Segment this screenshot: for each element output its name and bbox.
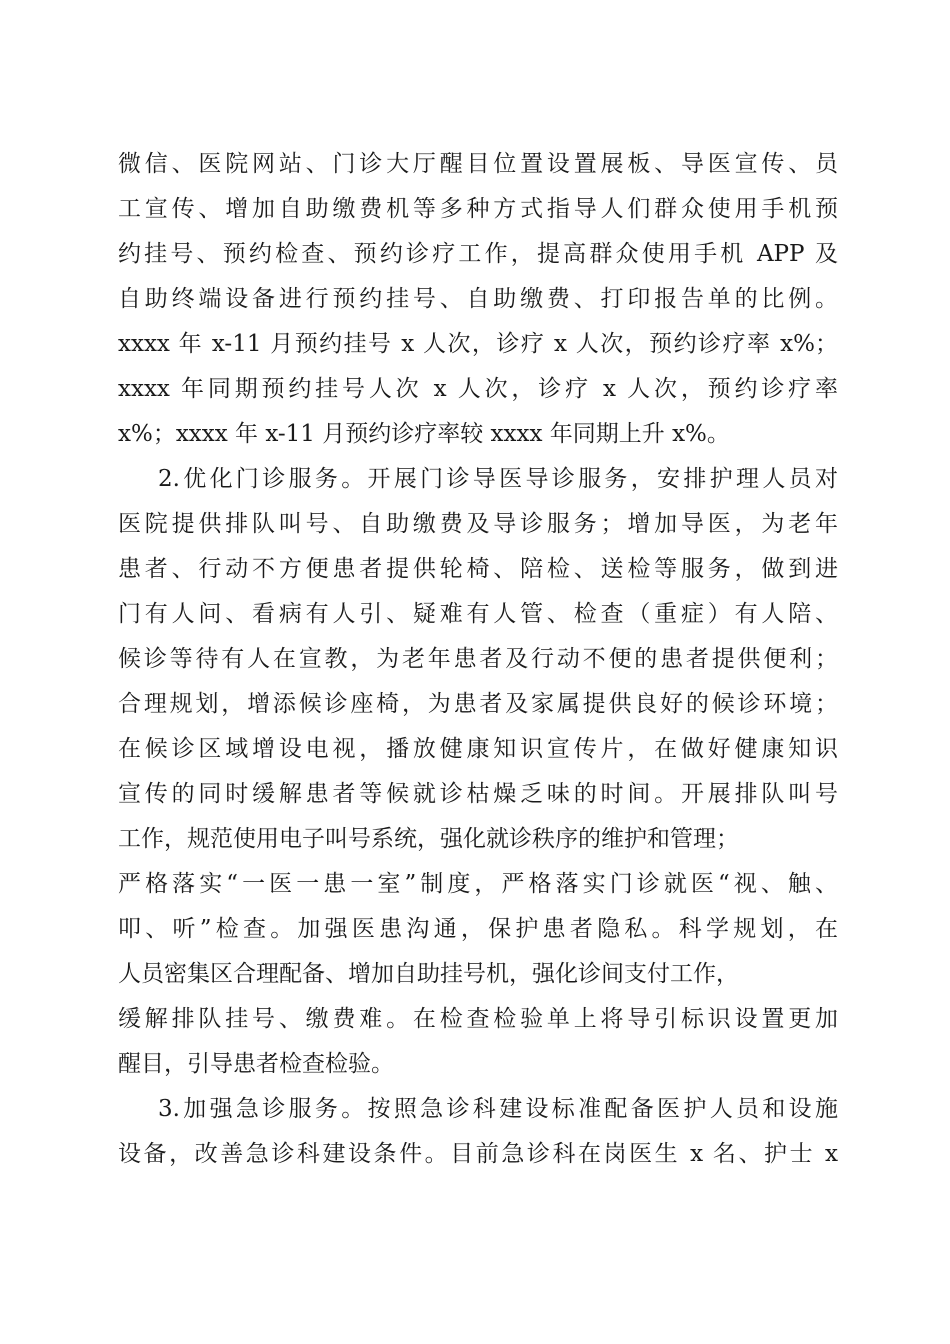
text-line: 医院提供排队叫号、自助缴费及导诊服务；增加导医，为老年 [118, 511, 838, 537]
text-line: 缓解排队挂号、缴费难。在检查检验单上将导引标识设置更加 [118, 1006, 838, 1032]
text-line: 候诊等待有人在宣教，为老年患者及行动不便的患者提供便利； [118, 646, 838, 672]
text-line: 微信、医院网站、门诊大厅醒目位置设置展板、导医宣传、员 [118, 151, 838, 177]
text-line: 患者、行动不方便患者提供轮椅、陪检、送检等服务，做到进 [118, 556, 838, 582]
paragraph-first-line: 3.加强急诊服务。按照急诊科建设标准配备医护人员和设施 [158, 1096, 838, 1122]
text-line: 人员密集区合理配备、增加自助挂号机，强化诊间支付工作， [118, 961, 739, 987]
text-line: x%；xxxx 年 x-11 月预约诊疗率较 xxxx 年同期上升 x%。 [118, 421, 730, 447]
paragraph-first-line: 2.优化门诊服务。开展门诊导医导诊服务，安排护理人员对 [158, 466, 838, 492]
text-line: 设备，改善急诊科建设条件。目前急诊科在岗医生 x 名、护士 x [118, 1141, 838, 1167]
text-line: 工作，规范使用电子叫号系统，强化就诊秩序的维护和管理； [118, 826, 739, 852]
text-line: xxxx 年同期预约挂号人次 x 人次，诊疗 x 人次，预约诊疗率 [118, 376, 838, 402]
text-line: 合理规划，增添候诊座椅，为患者及家属提供良好的候诊环境； [118, 691, 838, 717]
text-line: 醒目，引导患者检查检验。 [118, 1051, 394, 1077]
text-line: 门有人问、看病有人引、疑难有人管、检查（重症）有人陪、 [118, 601, 838, 627]
text-line: 工宣传、增加自助缴费机等多种方式指导人们群众使用手机预 [118, 196, 838, 222]
text-line: 在候诊区域增设电视，播放健康知识宣传片，在做好健康知识 [118, 736, 838, 762]
text-line: xxxx 年 x-11 月预约挂号 x 人次，诊疗 x 人次，预约诊疗率 x%； [118, 331, 838, 357]
text-line: 自助终端设备进行预约挂号、自助缴费、打印报告单的比例。 [118, 286, 838, 312]
text-line: 严格落实“一医一患一室”制度，严格落实门诊就医“视、触、 [118, 871, 838, 897]
text-line: 叩、听”检查。加强医患沟通，保护患者隐私。科学规划，在 [118, 916, 838, 942]
text-line: 约挂号、预约检查、预约诊疗工作，提高群众使用手机 APP 及 [118, 241, 838, 267]
text-line: 宣传的同时缓解患者等候就诊枯燥乏味的时间。开展排队叫号 [118, 781, 838, 807]
